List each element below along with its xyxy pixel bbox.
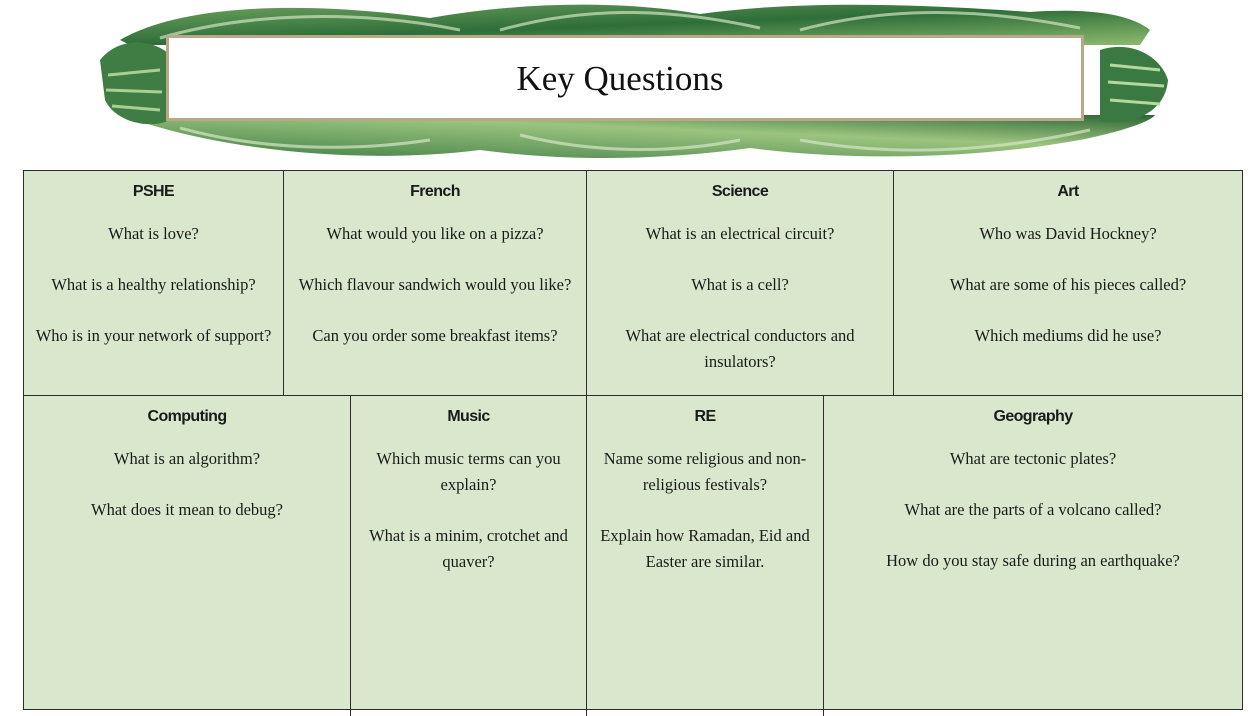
subject-title: Music [447,408,490,425]
question: Explain how Ramadan, Eid and Easter are similar. [600,526,810,571]
subject-cell-music [351,396,587,716]
subject-cell-pshe [24,171,284,396]
key-questions-banner [100,0,1170,162]
subject-cell-french [284,171,587,396]
question: Can you order some breakfast items? [312,326,558,345]
question: How do you stay safe during an earthquake? [886,551,1180,570]
question: What are the parts of a volcano called? [904,500,1162,519]
subject-title: Science [711,183,769,200]
question: Name some religious and non-religious festivals? [603,449,807,494]
subject-title: PSHE [132,183,175,200]
question: What is a healthy relationship? [51,275,256,294]
subject-title: RE [694,408,716,425]
question: Who is in your network of support? [35,326,272,345]
question: What does it mean to debug? [91,500,283,519]
question: What is a minim, crotchet and quaver? [369,526,568,571]
banner-title-box [166,35,1084,121]
page-title: Key Questions [516,59,724,98]
question: Which mediums did he use? [974,326,1162,345]
subject-cell-computing [24,396,351,716]
subject-cell-science [587,171,894,396]
question: Which flavour sandwich would you like? [298,275,572,294]
question: What would you like on a pizza? [326,224,544,243]
question: What is a cell? [691,275,789,294]
question: Which music terms can you explain? [376,449,561,494]
question: What are electrical conductors and insulators? [625,326,855,371]
key-questions-table [23,170,1243,710]
subject-title: French [410,183,460,200]
question: What is love? [108,224,199,243]
subject-cell-art [894,171,1242,396]
subject-title: Computing [147,408,227,425]
question: What are some of his pieces called? [949,275,1187,294]
subject-title: Art [1057,183,1079,200]
subject-title: Geography [993,408,1073,425]
question: What are tectonic plates? [949,449,1117,468]
question: Who was David Hockney? [979,224,1157,243]
question: What is an algorithm? [113,449,261,468]
subject-cell-geography [824,396,1242,716]
subject-cell-re [587,396,824,716]
question: What is an electrical circuit? [645,224,835,243]
